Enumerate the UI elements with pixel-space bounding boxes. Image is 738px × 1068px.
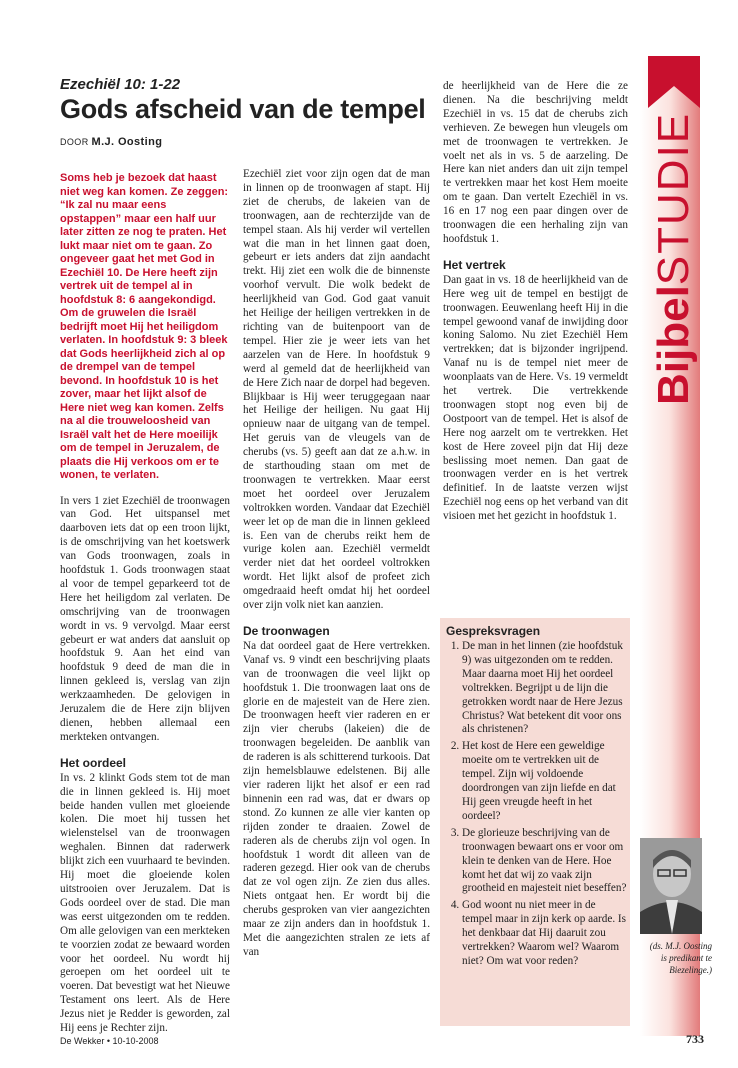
paragraph: Dan gaat in vs. 18 de heerlijkheid van de Here weg uit de tempel en bestijgt de troonwagen. Eeuwenlang heeft Hij in die tempel gewoond vanaf de inwijding door koning Salomo. Nu ziet Ezechiël Hem vertrekken; dat is bijzonder ingrijpend. Vanaf nu is de tempel niet meer de woonplaats van de Here. Vs. 19 vermeldt het vertrek. Die vertrekkende troonwagen stopt nog even bij de Oostpoort van de tempel. Het is alsof de Here nog aarzelt om te vertrekken. Het kost de Here zoveel pijn dat Hij deze beslissing moet nemen. Dan gaat de troonwagen verder en is het vertrek definitief. In de laatste verzen wijst Ezechiël nog eens op het verband van dit visioen met het gezicht in hoofdstuk 1. (443, 273, 628, 523)
questions-heading: Gespreksvragen (446, 624, 541, 638)
chevron-banner-icon (648, 56, 700, 108)
byline (60, 136, 162, 148)
intro-text: Soms heb je bezoek dat haast niet weg kan komen. Ze zeggen: “Ik zal nu maar eens opstappen” maar een half uur later zitten ze nog te praten. Het lukt maar niet om te gaan. Zo ongeveer gaat het met God in Ezechiël 10. De Here heeft zijn vertrek uit de tempel al in hoofdstuk 8: 6 aangekondigd. Om de gruwelen die Israël bedrijft moet Hij het heiligdom verlaten. In hoofdstuk 9: 3 bleek dat Gods heerlijkheid zich al op de drempel van de tempel bevond. In hoofdstuk 10 is het zover, maar het lijkt alsof de Here niet weg kan komen. Zelfs na al die trouweloosheid van Israël valt het de Here moeilijk om de tempel in Jeruzalem, de plaats die Hij verkoos om er te wonen, te verlaten. (60, 172, 229, 481)
section-heading: Het vertrek (443, 257, 506, 272)
question-item: 2. Het kost de Here een geweldige moeite om te vertrekken uit de tempel. Zijn wij voldoende doordrongen van zijn liefde en dat Hij geen vreugde heeft in het oordeel? (462, 740, 627, 823)
byline-prefix: DOOR (60, 137, 89, 147)
caption-line: Biezelinge.) (669, 965, 712, 975)
caption-line: is predikant te (660, 953, 712, 963)
column-1 (60, 172, 230, 1048)
page-number: 733 (686, 1032, 704, 1046)
paragraph: Ezechiël ziet voor zijn ogen dat de man in linnen op de troonwagen af stapt. Hij ziet de cherubs, de lakeien van de troonwagen, aan de rechterzijde van de tempel staan. Als hij verder wil vertellen wat die man in het linnen gaat doen, gebeurt er iets anders dat zijn aandacht trekt. Hij ziet een wolk die de binnenste voorhof vervult. Die wolk bedekt de heerlijkheid van God. God gaat vanuit het Heilige der heiligen vertrekken in de richting van de buitenpoort van de tempel. Hier zie je weer iets van het aarzelen van de Here. In hoofdstuk 9 werd al gemeld dat de heerlijkheid van de Here Zich naar de dorpel had begeven. Blijkbaar is Hij weer teruggegaan naar het Heilige der heiligen. Nu gaat Hij opnieuw naar de uitgang van de tempel. Het geruis van de vleugels van de cherubs (vs. 5) geeft aan dat ze a.h.w. in de starthouding staan om met de troonwagen te vertrekken. Maar eerst moet het oordeel over Jeruzalem voltrokken worden. Vandaar dat Ezechiël weer let op de man die in linnen gekleed is. Een van de cherubs reikt hem de vurige kolen aan. Ezechiël vermeldt verder niet dat het oordeel voltrokken wordt. Het lijkt alsof de profeet zich omgedraaid heeft omdat hij het oordeel over zijn volk niet kan aanzien. (243, 168, 430, 612)
paragraph: de heerlijkheid van de Here die ze dienen. Na die beschrijving meldt Ezechiël in vs. 15 dat de cherubs zich verhieven. Ze bewegen hun vleugels om met de troonwagen te vertrekken. Je voelt net als in vs. 5 de aarzeling. De Here kan niet anders dan uit zijn tempel te vertrekken maar het kost Hem moeite om te gaan. Dan vertelt Ezechiël in vs. 16 en 17 nog een paar dingen over de troonwagen die een herhaling zijn van hoofdstuk 1. (443, 80, 628, 245)
column-2 (243, 168, 430, 972)
question-item: 1. De man in het linnen (zie hoofdstuk 9) was uitgezonden om te redden. Maar daarna moet Hij het oordeel voltrekken. Begrijpt u de lijn die getrokken wordt naar de Here Jezus Christus? Wat betekent dit voor ons als christenen? (462, 640, 627, 737)
author-photo (640, 838, 702, 934)
paragraph: Na dat oordeel gaat de Here vertrekken. Vanaf vs. 9 vindt een beschrijving plaats van de troonwagen die veel lijkt op hoofdstuk 1. Die troonwagen laat ons de glorie en de majesteit van de Here zien. De troonwagen heeft vier raderen en er zijn vier cherubs (lakeien) die de troonwagen begeleiden. De aanblik van de raderen is als schitterend turkoois. Dat zijn hemelsblauwe edelstenen. Bij alle vier raderen lijkt het alsof er een rad binnenin een rad was, dat er dwars op stond. Zo kunnen ze alle vier kanten op rijden zonder te draaien. Zowel de raderen als de cherubs zijn vol ogen. In hoofdstuk 1 wordt dit alleen van de raderen gezegd. Hier ook van de cherubs dat ze vol ogen zijn. Ze zien dus alles. Niets ontgaat hen. Er wordt bij die cherubs gesproken van vier aangezichten maar ze zijn anders dan in hoofdstuk 1. Met die aangezichten stralen ze iets af van (243, 639, 430, 958)
footer-publication: De Wekker • 10-10-2008 (60, 1036, 159, 1046)
questions-box (440, 618, 630, 1026)
section-heading: De troonwagen (243, 624, 330, 638)
sidebar-word-studie: STUDIE (649, 111, 698, 286)
sidebar-word-bijbel: Bijbel (649, 285, 698, 405)
question-item: 4. God woont nu niet meer in de tempel maar in zijn kerk op aarde. Is het denkbaar dat Hij daaruit zou vertrekken? Waarom wel? Waarom niet? Om wat voor reden? (462, 899, 627, 969)
paragraph: In vs. 2 klinkt Gods stem tot de man die in linnen gekleed is. Hij moet beide handen vullen met gloeiende kolen. Die moet hij tussen het wielenstelsel van de troonwagen weghalen. Binnen dat raderwerk blijkt zich een vuurhaard te bevinden. Hij moet die gloeiende kolen uitstrooien over Jeruzalem. Dat is Gods oordeel over de stad. Die man was eerst uitgezonden om te redden. Om alle gelovigen van een merkteken te voorzien zodat ze bewaard worden voor het oordeel. Nu wordt hij geroepen om het oordeel uit te voeren. Dat bevestigt wat het Nieuwe Testament ons leert. Als de Here Jezus niet je Redder is geworden, zal Hij eens je Rechter zijn. (60, 771, 230, 1035)
photo-caption (626, 940, 712, 976)
questions-list (446, 640, 626, 969)
sidebar-label (650, 112, 698, 405)
article-subtitle: Ezechiël 10: 1-22 (60, 76, 181, 93)
byline-author: M.J. Oosting (91, 136, 163, 148)
caption-line: (ds. M.J. Oosting (649, 941, 712, 951)
column-3 (443, 80, 628, 536)
section-heading: Het oordeel (60, 755, 127, 770)
question-item: 3. De glorieuze beschrijving van de troonwagen bewaart ons er voor om klein te denken van de Here. Hoe komt het dat wij zo vaak zijn grootheid en majesteit niet beseffen? (462, 827, 627, 897)
article-title: Gods afscheid van de tempel (60, 94, 426, 124)
paragraph: In vers 1 ziet Ezechiël de troonwagen van God. Het uitspansel met daarboven iets dat op een troon lijkt, is de omschrijving van het koetswerk van Gods troonwagen, zoals in hoofdstuk 1. Gods troonwagen staat al voor de tempel geparkeerd tot de Here het heiligdom zal verlaten. De omschrijving van de troonwagen wordt in vs. 9 vervolgd. Maar eerst gebeurt er wat anders dat aansluit op hoofdstuk 9. Aan het eind van hoofdstuk 9 deed de man die in linnen gekleed is, verslag van zijn werkzaamheden. De gelovigen in Jeruzalem die de Here zijn blijven dienen, hebben allemaal een merkteken ontvangen. (60, 494, 230, 743)
